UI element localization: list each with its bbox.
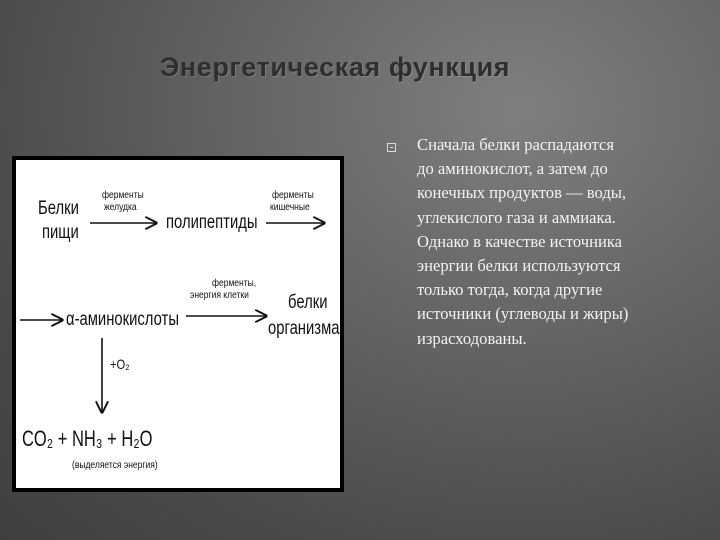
scheme-intestinal-enzymes-line2: кишечные bbox=[270, 202, 310, 213]
body-line: только тогда, когда другие bbox=[417, 280, 603, 300]
scheme-polypeptides: полипептиды bbox=[166, 212, 258, 233]
body-paragraph bbox=[417, 133, 692, 351]
scheme-gastric-enzymes-line2: желудка bbox=[104, 202, 137, 213]
body-line: конечных продуктов — воды, bbox=[417, 183, 627, 203]
scheme-gastric-enzymes-line1: ферменты bbox=[102, 190, 144, 201]
scheme-energy-released: (выделяется энергия) bbox=[72, 460, 158, 471]
scheme-cell-enzymes-line1: ферменты, bbox=[212, 278, 257, 289]
scheme-plus-oxygen: +O₂ bbox=[110, 356, 130, 372]
scheme-canvas bbox=[16, 160, 340, 488]
scheme-body-proteins-line2: организма bbox=[268, 318, 340, 339]
body-line: Однако в качестве источника bbox=[417, 231, 623, 251]
scheme-intestinal-enzymes-line1: ферменты bbox=[272, 190, 314, 201]
body-line: энергии белки используются bbox=[417, 256, 621, 276]
scheme-cell-enzymes-line2: энергия клетки bbox=[190, 290, 249, 301]
body-line: углекислого газа и аммиака. bbox=[417, 207, 616, 227]
body-line: израсходованы. bbox=[417, 328, 527, 348]
bullet-icon bbox=[387, 143, 396, 152]
body-line: источники (углеводы и жиры) bbox=[417, 304, 629, 324]
body-line: Сначала белки распадаются bbox=[417, 135, 614, 154]
scheme-food-proteins-line2: пищи bbox=[42, 222, 79, 243]
body-line: до аминокислот, а затем до bbox=[417, 159, 608, 179]
scheme-end-products: CO₂ + NH₃ + H₂O bbox=[22, 426, 153, 451]
protein-breakdown-scheme bbox=[12, 156, 344, 492]
scheme-body-proteins-line1: белки bbox=[288, 292, 328, 313]
scheme-amino-acids: α-аминокислоты bbox=[66, 309, 179, 330]
scheme-food-proteins-line1: Белки bbox=[38, 198, 79, 219]
slide-title: Энергетическая функция bbox=[160, 52, 511, 82]
